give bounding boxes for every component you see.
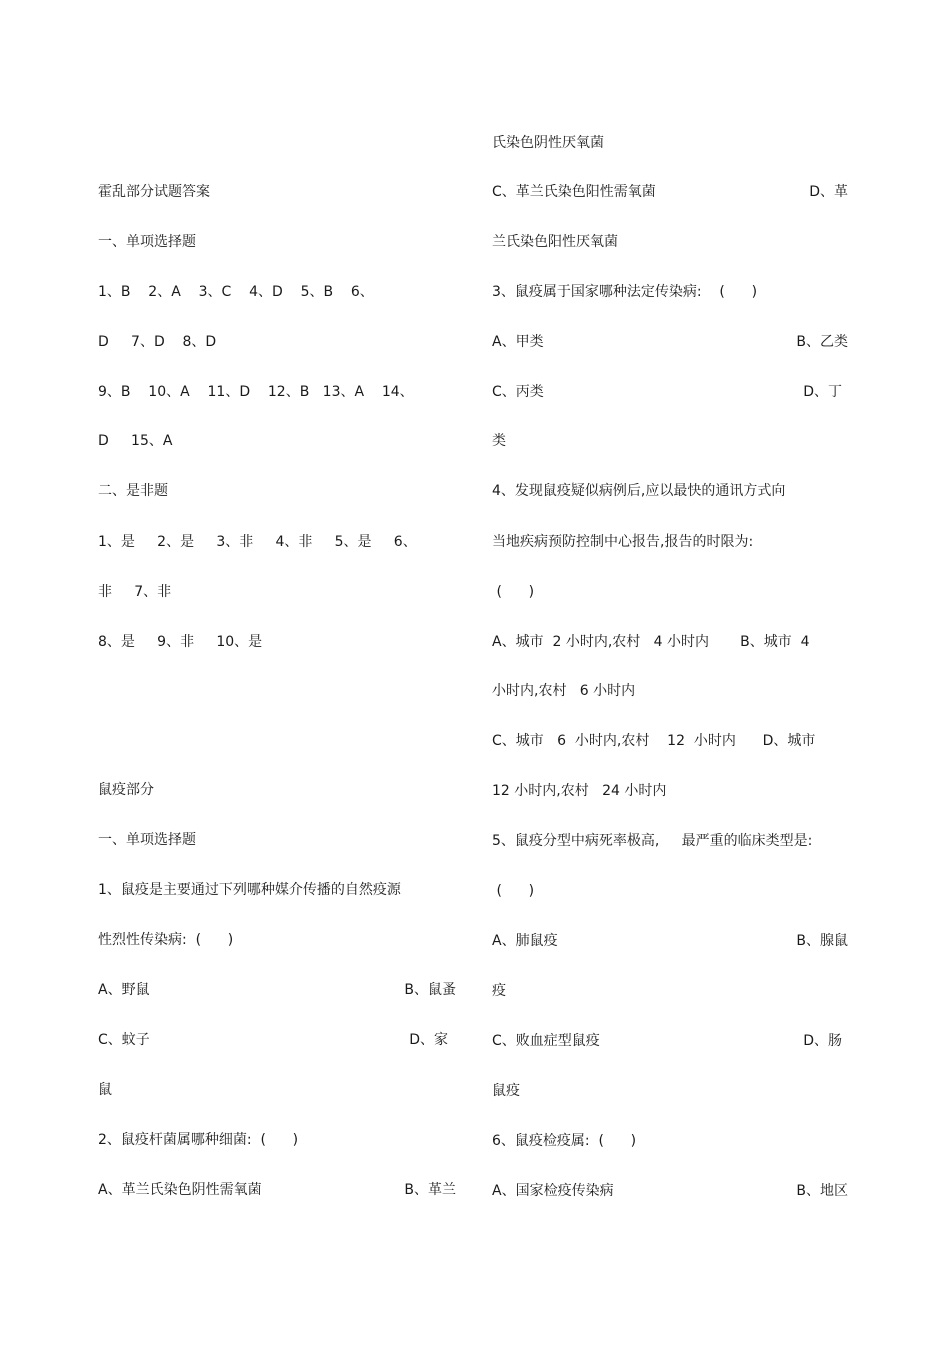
- answer-row: D 15、A: [98, 433, 173, 449]
- option-d: D、革: [809, 184, 848, 200]
- answer-row: 9、B 10、A 11、D 12、B 13、A 14、: [98, 384, 414, 400]
- answer-row: 1、是 2、是 3、非 4、非 5、是 6、: [98, 534, 417, 550]
- option-a-b: A、城市 2 小时内,农村 4 小时内 B、城市 4: [492, 634, 810, 650]
- option-a: A、野鼠: [98, 982, 150, 998]
- option-continuation: 鼠: [98, 1082, 112, 1098]
- question-text: 当地疾病预防控制中心报告,报告的时限为:: [492, 534, 754, 550]
- option-a: A、革兰氏染色阴性需氧菌: [98, 1182, 262, 1198]
- question-text: 5、鼠疫分型中病死率极高, 最严重的临床类型是:: [492, 833, 813, 849]
- option-continuation: 12 小时内,农村 24 小时内: [492, 783, 667, 799]
- option-b: B、乙类: [796, 334, 848, 350]
- plague-section-title: 鼠疫部分: [98, 782, 154, 798]
- question-text: 性烈性传染病: ( ): [98, 932, 234, 948]
- question-text: 6、鼠疫检疫属: ( ): [492, 1133, 637, 1149]
- option-c: C、丙类: [492, 384, 544, 400]
- section-heading-true-false: 二、是非题: [98, 483, 168, 499]
- answer-row: 非 7、非: [98, 584, 172, 600]
- answer-row: D 7、D 8、D: [98, 334, 217, 350]
- answer-row: 8、是 9、非 10、是: [98, 634, 263, 650]
- answer-row: 1、B 2、A 3、C 4、D 5、B 6、: [98, 284, 374, 300]
- answer-parentheses: ( ): [492, 584, 535, 600]
- option-a: A、肺鼠疫: [492, 933, 558, 949]
- option-b: B、革兰: [404, 1182, 456, 1198]
- option-b: B、鼠蚤: [404, 982, 456, 998]
- option-continuation: 疫: [492, 983, 506, 999]
- option-c: C、蚊子: [98, 1032, 150, 1048]
- option-b: B、腺鼠: [796, 933, 848, 949]
- option-a: A、国家检疫传染病: [492, 1183, 614, 1199]
- section-heading-single-choice: 一、单项选择题: [98, 832, 196, 848]
- option-d: D、丁: [803, 384, 842, 400]
- option-b: B、地区: [796, 1183, 848, 1199]
- option-d: D、肠: [803, 1033, 842, 1049]
- question-text: 4、发现鼠疫疑似病例后,应以最快的通讯方式向: [492, 483, 786, 499]
- cholera-section-title: 霍乱部分试题答案: [98, 184, 210, 200]
- option-continuation: 小时内,农村 6 小时内: [492, 683, 636, 699]
- option-a: A、甲类: [492, 334, 544, 350]
- question-text: 2、鼠疫杆菌属哪种细菌: ( ): [98, 1132, 299, 1148]
- option-continuation: 类: [492, 433, 506, 449]
- option-continuation: 鼠疫: [492, 1083, 520, 1099]
- option-continuation: 氏染色阴性厌氧菌: [492, 135, 604, 151]
- question-text: 1、鼠疫是主要通过下列哪种媒介传播的自然疫源: [98, 882, 401, 898]
- answer-parentheses: ( ): [492, 883, 535, 899]
- section-heading-single-choice: 一、单项选择题: [98, 234, 196, 250]
- option-c: C、败血症型鼠疫: [492, 1033, 600, 1049]
- option-c: C、革兰氏染色阳性需氧菌: [492, 184, 656, 200]
- question-text: 3、鼠疫属于国家哪种法定传染病: ( ): [492, 284, 758, 300]
- option-d: D、家: [409, 1032, 448, 1048]
- option-c-d: C、城市 6 小时内,农村 12 小时内 D、城市: [492, 733, 816, 749]
- option-continuation: 兰氏染色阳性厌氧菌: [492, 234, 618, 250]
